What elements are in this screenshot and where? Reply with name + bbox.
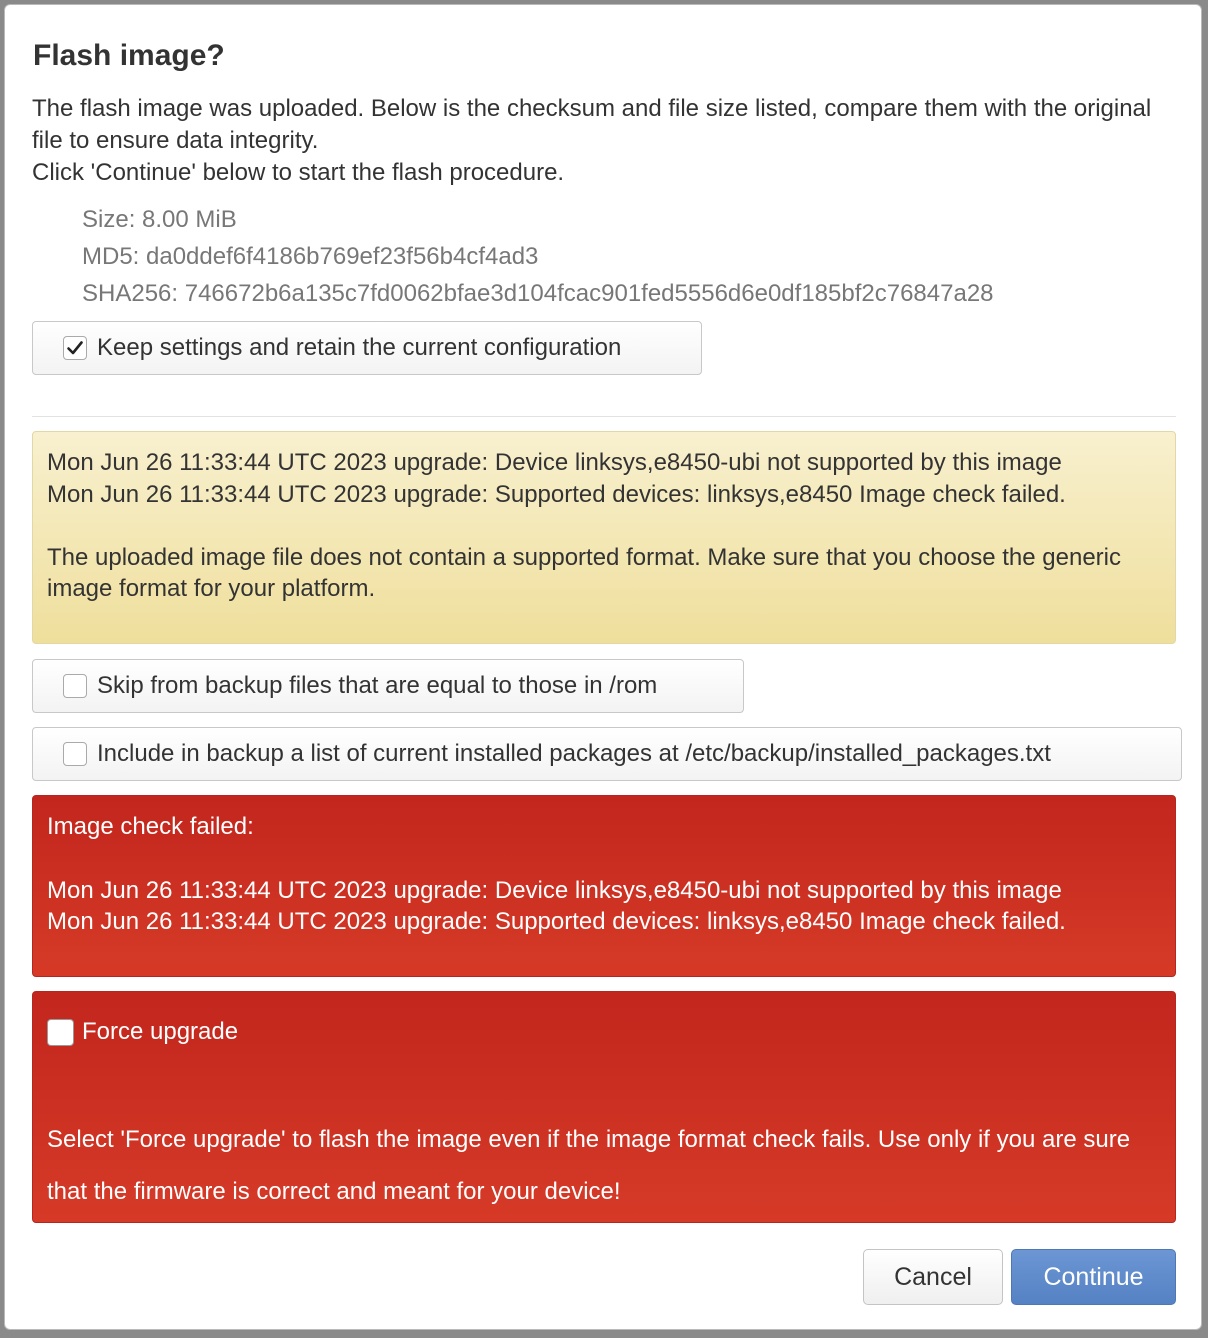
include-packages-checkbox[interactable] — [63, 742, 87, 766]
include-packages-label: Include in backup a list of current installed packages at /etc/backup/installed_packages.txt — [97, 740, 1051, 767]
spacer — [47, 843, 1161, 875]
dialog-title: Flash image? — [33, 39, 225, 72]
warning-alert — [32, 431, 1176, 644]
skip-rom-checkbox[interactable] — [63, 674, 87, 698]
file-md5: MD5: da0ddef6f4186b769ef23f56b4cf4ad3 — [82, 243, 539, 270]
error-alert — [32, 795, 1176, 977]
flash-image-dialog — [4, 4, 1202, 1330]
error-heading: Image check failed: — [47, 813, 254, 840]
keep-settings-checkbox[interactable] — [63, 336, 87, 360]
spacer — [47, 510, 1161, 542]
file-info — [82, 201, 994, 312]
force-upgrade-label: Force upgrade — [82, 1018, 239, 1045]
force-upgrade-option[interactable] — [47, 1018, 238, 1046]
keep-settings-label: Keep settings and retain the current configuration — [97, 334, 622, 361]
force-upgrade-alert — [32, 991, 1176, 1223]
intro-text: The flash image was uploaded. Below is the checksum and file size listed, compare them with the original file to ensure data integrity. — [32, 95, 1152, 154]
warning-log-line-2: Mon Jun 26 11:33:44 UTC 2023 upgrade: Supported devices: linksys,e8450 Image check failed. — [47, 480, 1066, 508]
warning-log-line-1: Mon Jun 26 11:33:44 UTC 2023 upgrade: Device linksys,e8450-ubi not supported by this image — [47, 449, 1062, 476]
continue-button[interactable]: Continue — [1011, 1249, 1176, 1305]
divider — [32, 416, 1176, 417]
skip-rom-label: Skip from backup files that are equal to those in /rom — [97, 672, 658, 699]
intro-instruction: Click 'Continue' below to start the flash procedure. — [32, 159, 565, 186]
include-packages-option[interactable] — [32, 727, 1182, 781]
cancel-button[interactable]: Cancel — [863, 1249, 1003, 1305]
checkmark-icon — [66, 339, 84, 357]
keep-settings-option[interactable] — [32, 321, 702, 375]
file-sha256: SHA256: 746672b6a135c7fd0062bfae3d104fcac901fed5556d6e0df185bf2c76847a28 — [82, 280, 994, 307]
skip-rom-option[interactable] — [32, 659, 744, 713]
file-size: Size: 8.00 MiB — [82, 206, 237, 233]
error-log-line-1: Mon Jun 26 11:33:44 UTC 2023 upgrade: Device linksys,e8450-ubi not supported by this image — [47, 876, 1062, 904]
error-log-line-2: Mon Jun 26 11:33:44 UTC 2023 upgrade: Supported devices: linksys,e8450 Image check failed. — [47, 908, 1066, 935]
force-upgrade-checkbox[interactable] — [47, 1019, 74, 1046]
warning-message: The uploaded image file does not contain a supported format. Make sure that you choose the generic image format for your platform. — [47, 543, 1121, 602]
dialog-intro — [32, 93, 1182, 189]
force-upgrade-description: Select 'Force upgrade' to flash the image even if the image format check fails. Use only if you are sure that the firmware is correct and meant for your device! — [47, 1126, 1131, 1205]
